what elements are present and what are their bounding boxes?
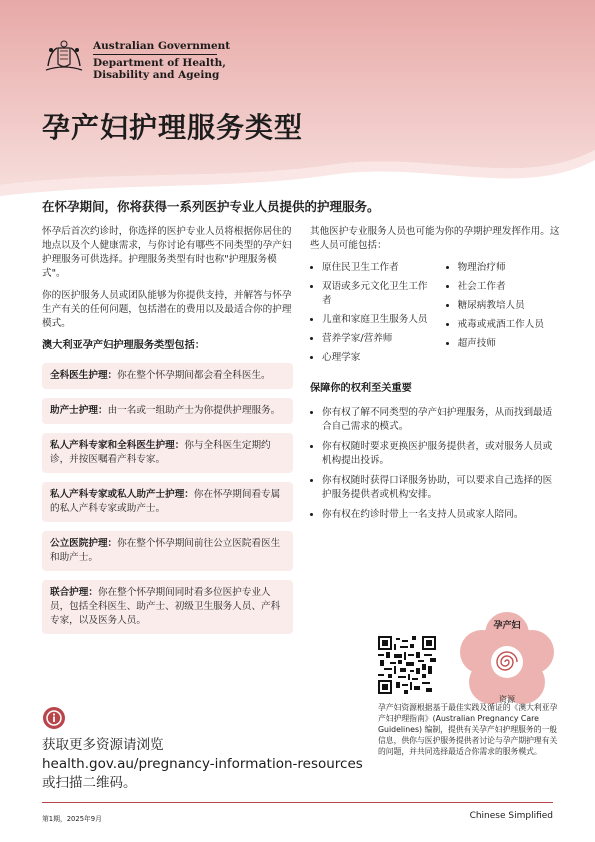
left-column — [42, 225, 294, 643]
flower-top-label: 孕产妇 — [493, 621, 521, 631]
list-item: • 双语或多元文化卫生工作者 — [322, 280, 436, 308]
list-item: • 戒毒或戒酒工作人员 — [458, 318, 560, 332]
care-types-heading: 澳大利亚孕产妇护理服务类型包括： — [42, 340, 205, 351]
care-type-text: 你在整个怀孕期间同时看多位医护专业人员，包括全科医生、助产士、初级卫生服务人员、产科专家，以及医务人员。 — [50, 587, 281, 626]
care-type-text: 你在整个怀孕期间都会看全科医生。 — [117, 370, 271, 381]
rights-list — [310, 406, 560, 522]
care-type-text: 由一名或一组助产士为你提供护理服务。 — [107, 405, 281, 416]
gov-line-1: Australian Government — [93, 40, 231, 52]
header-banner — [0, 0, 595, 200]
care-type-label: 全科医生护理： — [50, 370, 118, 381]
rights-heading: 保障你的权利至关重要 — [310, 383, 412, 394]
government-logo-text — [93, 40, 230, 81]
resources-line-1: 获取更多资源请浏览 — [42, 737, 164, 753]
resources-link[interactable]: health.gov.au/pregnancy-information-resources — [42, 756, 363, 772]
other-staff-paragraph: 其他医护专业服务人员也可能为你的孕期护理发挥作用。这些人员可能包括： — [310, 226, 560, 251]
intro-paragraph-1: 怀孕后首次约诊时，你选择的医护专业人员将根据你居住的地点以及个人健康需求，与你讨论有哪些不同类型的孕产妇护理服务可供选择。护理服务类型有时也称"护理服务模式"。 — [42, 226, 292, 279]
qr-code[interactable] — [378, 636, 436, 694]
coat-of-arms-icon — [42, 36, 86, 76]
footer-divider — [42, 802, 553, 803]
list-item: • 超声技师 — [458, 337, 560, 351]
intro-paragraph-2: 你的医护服务人员或团队能够为你提供支持，并解答与怀孕生产有关的任何问题，包括潜在的费用以及最适合你的护理模式。 — [42, 290, 292, 329]
list-item: • 儿童和家庭卫生服务人员 — [322, 313, 436, 327]
list-item: • 心理学家 — [322, 351, 436, 365]
care-type-label: 私人产科专家和全科医生护理： — [50, 440, 185, 451]
care-type-box — [42, 433, 293, 473]
issue-date: 第1期，2025年9月 — [42, 815, 102, 823]
care-type-box — [42, 398, 293, 424]
list-item: • 社会工作者 — [458, 280, 560, 294]
care-type-label: 公立医院护理： — [50, 538, 118, 549]
resources-line-3: 或扫描二维码。 — [42, 775, 137, 791]
care-type-box — [42, 482, 293, 522]
language-label: Chinese Simplified — [469, 811, 553, 821]
professionals-list — [310, 261, 560, 370]
lead-statement: 在怀孕期间，你将获得一系列医护专业人员提供的护理服务。 — [42, 199, 380, 214]
care-type-text: 你与全科医生定期约诊，并按医嘱看产科专家。 — [50, 440, 271, 465]
list-item: • 你有权随时要求更换医护服务提供者，或对服务人员或机构提出投诉。 — [322, 440, 560, 468]
care-type-label: 助产士护理： — [50, 405, 108, 416]
list-item: • 营养学家/营养师 — [322, 332, 436, 346]
list-item: • 你有权随时获得口译服务协助，可以要求自己选择的医护服务提供者或机构安排。 — [322, 474, 560, 502]
header-wave — [0, 0, 595, 200]
care-type-text: 你在怀孕期间看专属的私人产科专家或助产士。 — [50, 489, 281, 514]
list-item: • 糖尿病教培人员 — [458, 299, 560, 313]
care-type-box — [42, 363, 293, 389]
care-type-label: 私人产科专家或私人助产士护理： — [50, 489, 194, 500]
gov-line-3: Disability and Ageing — [93, 69, 220, 81]
flower-bottom-label: 资源 — [499, 695, 515, 704]
care-type-box — [42, 531, 293, 571]
guidelines-note: 孕产妇资源根据基于最佳实践及循证的《澳大利亚孕产妇护理指南》(Australian Pregnancy Care Guidelines) 编制，提供有关孕产妇护理服务的一般信息，供你与医护服务提供者讨论与孕产期护理有关的问题，并共同选择最适合你需求的服务模式。 — [378, 703, 558, 756]
professionals-col-2 — [446, 261, 560, 370]
list-item: • 物理治疗师 — [458, 261, 560, 275]
right-column — [310, 225, 560, 528]
gov-divider — [93, 54, 217, 55]
page-title: 孕产妇护理服务类型 — [42, 111, 304, 144]
list-item: • 原住民卫生工作者 — [322, 261, 436, 275]
resources-block — [42, 736, 363, 793]
info-icon — [42, 706, 66, 730]
list-item: • 你有权在约诊时带上一名支持人员或家人陪同。 — [322, 508, 560, 522]
care-type-text: 你在整个怀孕期间前往公立医院看医生和助产士。 — [50, 538, 281, 563]
professionals-col-1 — [310, 261, 436, 370]
care-type-label: 联合护理： — [50, 587, 98, 598]
care-type-box — [42, 580, 293, 634]
gov-line-2: Department of Health, — [93, 57, 226, 69]
list-item: • 你有权了解不同类型的孕产妇护理服务，从而找到最适合自己需求的模式。 — [322, 406, 560, 434]
pregnancy-resources-flower-logo — [459, 612, 555, 708]
